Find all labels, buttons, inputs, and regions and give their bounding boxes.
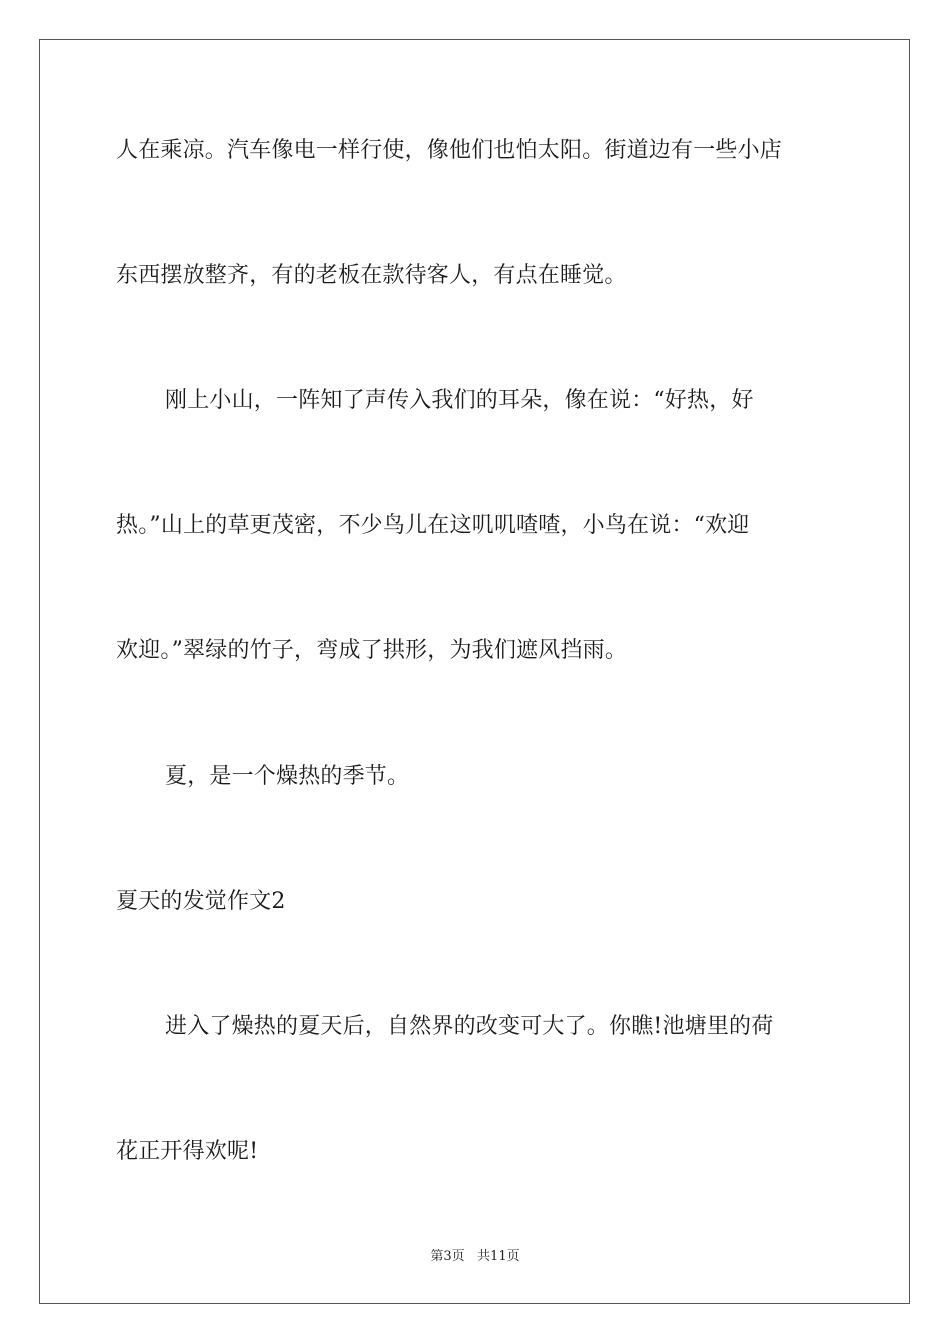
paragraph-line: 欢迎。”翠绿的竹子，弯成了拱形，为我们遮风挡雨。 xyxy=(116,638,628,663)
paragraph-line: 人在乘凉。汽车像电一样行使，像他们也怕太阳。街道边有一些小店 xyxy=(116,138,783,163)
section-heading: 夏天的发觉作文2 xyxy=(116,889,286,914)
paragraph-line: 花正开得欢呢! xyxy=(116,1139,259,1164)
paragraph-line: 东西摆放整齐，有的老板在款待客人，有点在睡觉。 xyxy=(116,263,627,288)
paragraph-line: 刚上小山，一阵知了声传入我们的耳朵，像在说：“好热，好 xyxy=(165,388,754,413)
page-number: 第3页 共11页 xyxy=(430,1249,520,1264)
paragraph-line: 热。”山上的草更茂密，不少鸟儿在这叽叽喳喳，小鸟在说：“欢迎 xyxy=(116,513,750,538)
paragraph-line: 夏，是一个燥热的季节。 xyxy=(165,764,410,789)
page-frame xyxy=(39,39,910,1304)
paragraph-line: 进入了燥热的夏天后，自然界的改变可大了。你瞧!池塘里的荷 xyxy=(165,1014,774,1039)
